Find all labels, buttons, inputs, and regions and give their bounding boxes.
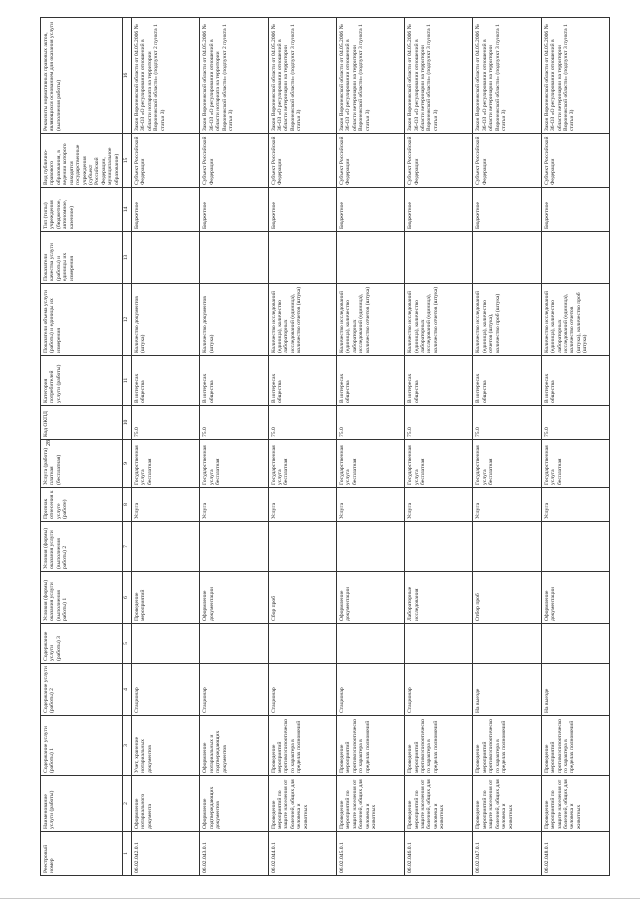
table-cell: Учет, хранение нотариальных документов <box>132 716 200 776</box>
table-cell: 06.02.043.0.1 <box>200 832 268 876</box>
table-cell: Услуга <box>336 488 404 522</box>
table-cell: Государственная услуга бесплатная <box>473 440 541 488</box>
column-header: Код ОКПД <box>41 406 123 440</box>
table-cell: Субъект Российской Федерации <box>541 134 609 188</box>
column-header: Содержание услуги (работы) 1 <box>41 716 123 776</box>
table-cell: Проведение мероприятий по защите населения от болезней, общих для человека и животных <box>473 776 541 832</box>
table-cell: Количество исследований (единица), количество лабораторных исследований (единица), количество отчетов (штука) <box>268 284 336 356</box>
table-cell <box>268 624 336 664</box>
column-number: 12 <box>123 284 132 356</box>
table-cell: В интересах общества <box>336 356 404 406</box>
table-cell: 75.0 <box>268 406 336 440</box>
table-cell: Закон Воронежской области от 04.05.2006 № 36-ОЗ «О регулировании отношений в области ветеринарии на территории Воронежской области» (подпункт 3 пункта 1 статьи 3) <box>473 18 541 134</box>
column-header: Вид публично-правового образования, в ведении которого находятся государственные учреждения (субъект Российской Федерации, муниципальное образование) <box>41 134 123 188</box>
table-cell: Государственная услуга бесплатная <box>405 440 473 488</box>
column-header: Показатели объема услуги (работы) и единицы их измерения <box>41 284 123 356</box>
table-cell: Стационар <box>132 664 200 716</box>
table-cell: Бюджетное <box>473 188 541 232</box>
table-cell: На выезде <box>473 664 541 716</box>
column-number: 2 <box>123 776 132 832</box>
table-cell: Бюджетное <box>200 188 268 232</box>
column-header: Признак отнесения к услуге (работе) <box>41 488 123 522</box>
table-cell: Количество исследований (единица), количество отчетов (штука), количество проб (штука) <box>473 284 541 356</box>
table-cell: Проведение мероприятий по защите населения от болезней, общих для человека и животных <box>268 776 336 832</box>
column-number-row <box>123 18 132 876</box>
table-cell <box>132 232 200 284</box>
table-cell <box>336 624 404 664</box>
table-cell: 06.02.045.0.1 <box>336 832 404 876</box>
table-cell: Государственная услуга бесплатная <box>336 440 404 488</box>
table-cell: Государственная услуга бесплатная <box>132 440 200 488</box>
table-cell: Проведение мероприятий противоэпизоотического характера в пределах полномочий <box>473 716 541 776</box>
column-number: 10 <box>123 406 132 440</box>
table-row <box>473 18 541 876</box>
table-row <box>336 18 404 876</box>
table-cell: Проведение мероприятий противоэпизоотического характера в пределах полномочий <box>541 716 609 776</box>
table-cell: Субъект Российской Федерации <box>132 134 200 188</box>
table-cell: Оформление нотариального документа <box>132 776 200 832</box>
column-number: 7 <box>123 522 132 572</box>
table-cell <box>336 522 404 572</box>
table-cell: Проведение мероприятий противоэпизоотического характера в пределах полномочий <box>268 716 336 776</box>
table-row <box>541 18 609 876</box>
table-cell: Количество исследований (единица), количество лабораторных исследований (единица), количество отчетов (штука) <box>405 284 473 356</box>
table-cell <box>336 232 404 284</box>
rotated-table-container <box>40 18 610 876</box>
table-cell: Стационар <box>200 664 268 716</box>
column-header: Тип (типы) учреждения (бюджетное, автономное, казенное) <box>41 188 123 232</box>
column-header: Услуга (работа) платная (бесплатная) <box>41 440 123 488</box>
column-number: 14 <box>123 188 132 232</box>
table-cell: Закон Воронежской области от 04.05.2006 № 36-ОЗ «О регулировании отношений в области ветеринарии на территории Воронежской области» (подпункт 3 пункта 1 статьи 3) <box>541 18 609 134</box>
column-header: Содержание услуги (работы) 3 <box>41 624 123 664</box>
column-number: 11 <box>123 356 132 406</box>
table-row <box>132 18 200 876</box>
table-cell: Количество документов (штука) <box>132 284 200 356</box>
column-number: 8 <box>123 488 132 522</box>
table-cell: Государственная услуга бесплатная <box>268 440 336 488</box>
table-cell: Бюджетное <box>336 188 404 232</box>
table-cell: Проведение мероприятий по защите населения от болезней, общих для человека и животных <box>336 776 404 832</box>
table-cell: Субъект Российской Федерации <box>405 134 473 188</box>
table-cell <box>268 522 336 572</box>
table-cell <box>268 232 336 284</box>
table-cell <box>200 624 268 664</box>
table-cell: В интересах общества <box>405 356 473 406</box>
column-number: 1 <box>123 832 132 876</box>
table-cell: Государственная услуга бесплатная <box>541 440 609 488</box>
table-cell: В интересах общества <box>268 356 336 406</box>
table-row <box>405 18 473 876</box>
table-cell: Субъект Российской Федерации <box>473 134 541 188</box>
column-header: Реестровый номер <box>41 832 123 876</box>
table-cell: Закон Воронежской области от 04.05.2006 № 36-ОЗ «О регулировании отношений в области ветеринарии на территории Воронежской области» (подпункт 3 пункта 1 статьи 3) <box>268 18 336 134</box>
table-cell <box>405 522 473 572</box>
table-cell: Бюджетное <box>541 188 609 232</box>
table-cell: Количество исследований (единица), количество лабораторных исследований (единица), количество отчетов (штука), количество проб (штука) <box>541 284 609 356</box>
table-cell: Оформление документации <box>336 572 404 624</box>
scan-edge-line <box>0 898 640 899</box>
table-cell <box>541 522 609 572</box>
table-cell: Бюджетное <box>405 188 473 232</box>
table-cell: Услуга <box>405 488 473 522</box>
table-cell: В интересах общества <box>541 356 609 406</box>
column-header: Реквизиты нормативных правовых актов, являющихся основанием для оказания услуги (выполнения работы) <box>41 18 123 134</box>
table-cell: В интересах общества <box>200 356 268 406</box>
table-cell: Услуга <box>268 488 336 522</box>
table-body <box>132 18 610 876</box>
table-row <box>200 18 268 876</box>
column-number: 6 <box>123 572 132 624</box>
table-cell: Закон Воронежской области от 04.05.2006 № 36-ОЗ «О регулировании отношений в области ветеринарии на территории Воронежской области» (подпункт 3 пункта 1 статьи 3) <box>405 18 473 134</box>
table-cell: Количество документов (штука) <box>200 284 268 356</box>
table-cell: Проведение мероприятий <box>132 572 200 624</box>
table-cell: Стационар <box>405 664 473 716</box>
table-cell: Проведение мероприятий противоэпизоотического характера в пределах полномочий <box>336 716 404 776</box>
table-row <box>268 18 336 876</box>
table-cell: Отбор проб <box>473 572 541 624</box>
table-cell: Субъект Российской Федерации <box>200 134 268 188</box>
table-cell: Количество исследований (единица), количество лабораторных исследований (единица), количество отчетов (штука) <box>336 284 404 356</box>
column-number: 15 <box>123 134 132 188</box>
column-number: 5 <box>123 624 132 664</box>
table-cell: 06.02.044.0.1 <box>268 832 336 876</box>
table-cell <box>541 624 609 664</box>
table-cell: 06.02.046.0.1 <box>405 832 473 876</box>
table-cell: Субъект Российской Федерации <box>268 134 336 188</box>
table-cell <box>200 522 268 572</box>
table-cell: 75.0 <box>405 406 473 440</box>
table-cell: 75.0 <box>336 406 404 440</box>
table-cell: Стационар <box>268 664 336 716</box>
table-cell: Услуга <box>200 488 268 522</box>
table-cell: Закон Воронежской области от 04.05.2006 № 36-ОЗ «О регулировании отношений в области нотариата на территории Воронежской области» (подпункт 2 пункта 1 статьи 3) <box>132 18 200 134</box>
table-cell <box>132 522 200 572</box>
column-number: 3 <box>123 716 132 776</box>
table-cell: Услуга <box>541 488 609 522</box>
table-cell: В интересах общества <box>132 356 200 406</box>
table-cell: Закон Воронежской области от 04.05.2006 № 36-ОЗ «О регулировании отношений в области нотариата на территории Воронежской области» (подпункт 2 пункта 1 статьи 3) <box>200 18 268 134</box>
table-cell: 06.02.042.0.1 <box>132 832 200 876</box>
table-cell: Закон Воронежской области от 04.05.2006 № 36-ОЗ «О регулировании отношений в области ветеринарии на территории Воронежской области» (подпункт 3 пункта 1 статьи 3) <box>336 18 404 134</box>
page-number: 28 <box>46 440 52 446</box>
table-cell: 75.0 <box>132 406 200 440</box>
column-header: Содержание услуги (работы) 2 <box>41 664 123 716</box>
column-number: 9 <box>123 440 132 488</box>
header-row <box>41 18 123 876</box>
table-cell: Сбор проб <box>268 572 336 624</box>
column-header: Категория потребителей услуги (работы) <box>41 356 123 406</box>
table-cell: Субъект Российской Федерации <box>336 134 404 188</box>
column-header: Условия (формы) оказания услуги (выполнения работы) 2 <box>41 522 123 572</box>
table-cell: 06.02.048.0.1 <box>541 832 609 876</box>
column-header: Условия (формы) оказания услуги (выполнения работы) 1 <box>41 572 123 624</box>
table-cell: Бюджетное <box>132 188 200 232</box>
table-cell <box>200 232 268 284</box>
table-cell: Проведение мероприятий противоэпизоотического характера в пределах полномочий <box>405 716 473 776</box>
table-cell: Услуга <box>132 488 200 522</box>
table-cell <box>473 232 541 284</box>
table-cell: Оформление подтверждающих документов <box>200 776 268 832</box>
table-cell <box>405 232 473 284</box>
table-cell: Оформление нотариальных и подтверждающих документов <box>200 716 268 776</box>
column-number: 4 <box>123 664 132 716</box>
table-cell: В интересах общества <box>473 356 541 406</box>
table-cell: Услуга <box>473 488 541 522</box>
table-cell: Оформление документации <box>200 572 268 624</box>
column-number: 16 <box>123 18 132 134</box>
table-cell <box>473 624 541 664</box>
table-cell: 75.0 <box>200 406 268 440</box>
table-cell: Проведение мероприятий по защите населения от болезней, общих для человека и животных <box>541 776 609 832</box>
table-cell: 75.0 <box>473 406 541 440</box>
table-cell <box>405 624 473 664</box>
table-cell: 75.0 <box>541 406 609 440</box>
table-cell: Лабораторные исследования <box>405 572 473 624</box>
table-cell: Бюджетное <box>268 188 336 232</box>
table-cell: 06.02.047.0.1 <box>473 832 541 876</box>
table-cell <box>473 522 541 572</box>
table-cell: На выезде <box>541 664 609 716</box>
column-number: 13 <box>123 232 132 284</box>
registry-table <box>40 17 610 876</box>
column-header: Наименование услуги (работы) <box>41 776 123 832</box>
table-cell: Оформление документации <box>541 572 609 624</box>
table-cell: Стационар <box>336 664 404 716</box>
table-cell: Государственная услуга бесплатная <box>200 440 268 488</box>
table-cell <box>541 232 609 284</box>
table-cell <box>132 624 200 664</box>
table-cell: Проведение мероприятий по защите населения от болезней, общих для человека и животных <box>405 776 473 832</box>
column-header: Показатели качества услуги (работы) и единицы их измерения <box>41 232 123 284</box>
